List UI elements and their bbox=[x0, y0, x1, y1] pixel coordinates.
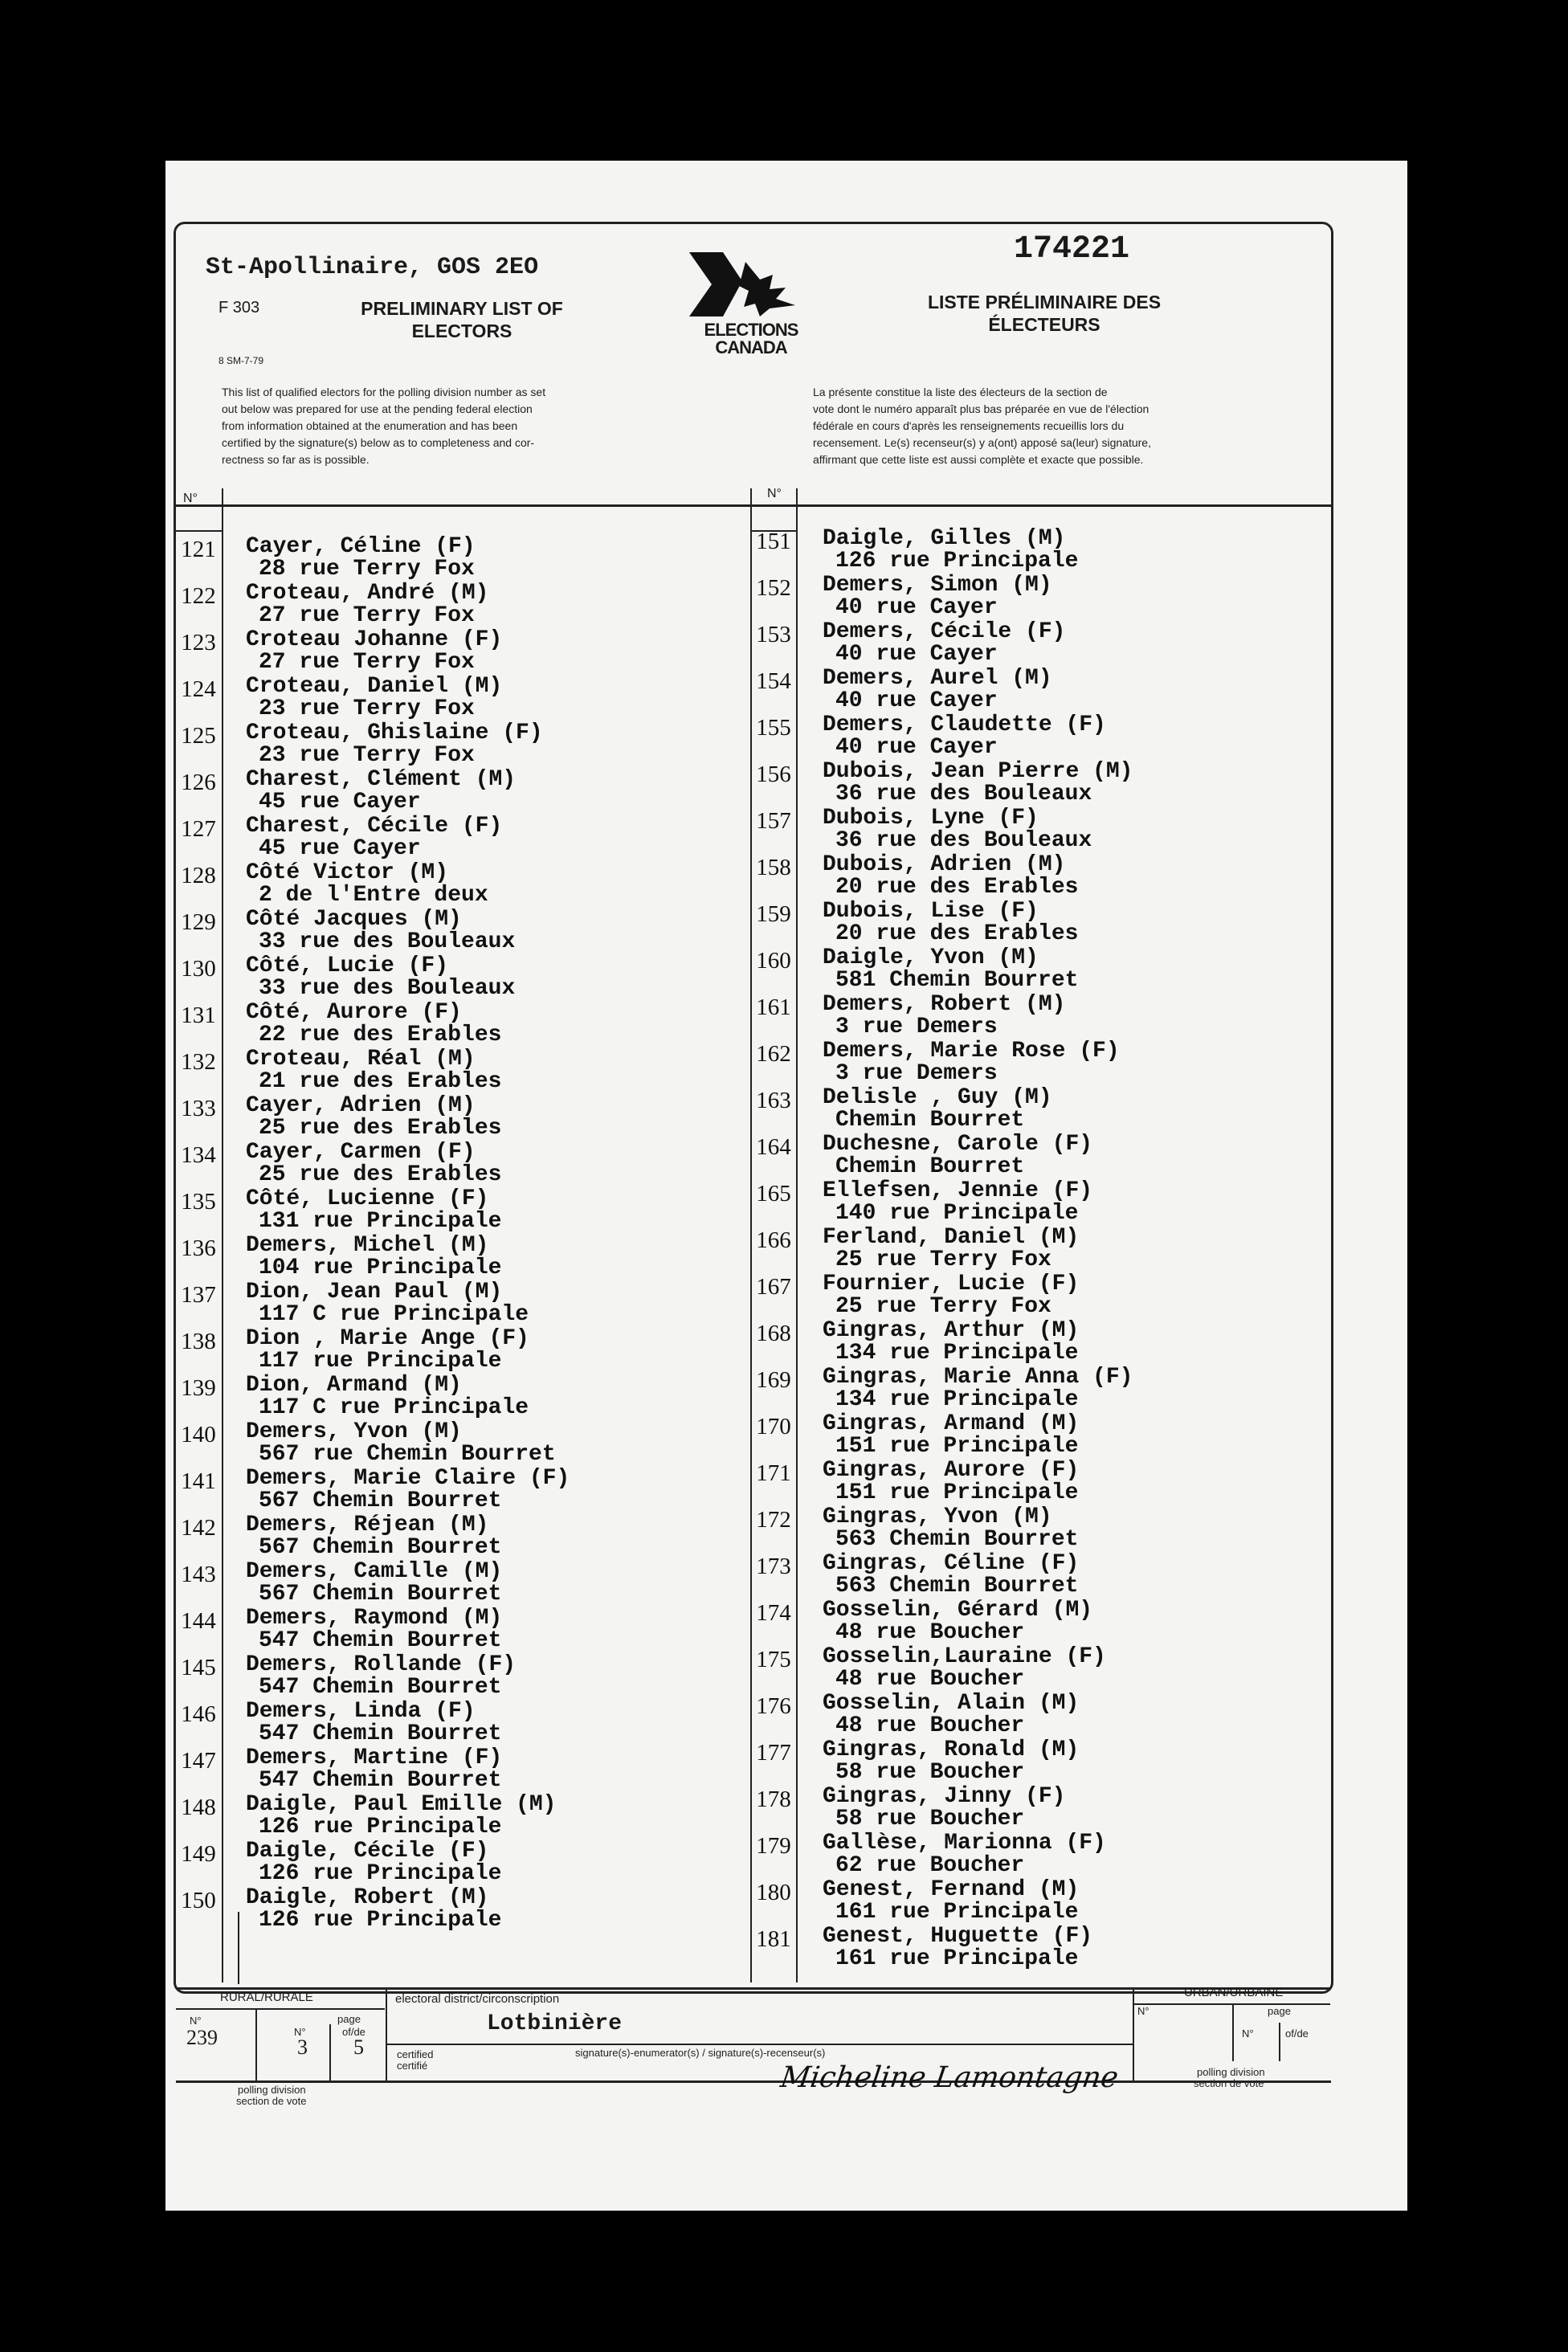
elector-address: 25 rue Terry Fox bbox=[835, 1294, 1051, 1319]
elector-address: 3 rue Demers bbox=[835, 1061, 998, 1086]
elector-address: 33 rue des Bouleaux bbox=[259, 929, 516, 954]
elector-name: Gingras, Yvon (M) bbox=[823, 1505, 1052, 1529]
rural-of-label: of/de bbox=[342, 2026, 365, 2038]
elector-address: 117 C rue Principale bbox=[259, 1395, 529, 1420]
elector-address: 23 rue Terry Fox bbox=[259, 696, 475, 721]
elector-name: Demers, Rollande (F) bbox=[246, 1652, 517, 1677]
table-top-rule bbox=[176, 504, 1331, 507]
district-label: electoral district/circonscription bbox=[395, 1992, 560, 2006]
elector-name: Genest, Huguette (F) bbox=[823, 1924, 1093, 1949]
title-english-2: ELECTORS bbox=[411, 321, 512, 341]
elector-address: 2 de l'Entre deux bbox=[259, 883, 488, 908]
elector-address: 33 rue des Bouleaux bbox=[259, 976, 516, 1001]
entry-number: 140 bbox=[181, 1422, 216, 1448]
elector-address: 126 rue Principale bbox=[259, 1908, 502, 1933]
name-col-divider-left bbox=[238, 1912, 239, 1984]
elector-name: Dubois, Lise (F) bbox=[823, 899, 1039, 924]
elector-address: 40 rue Cayer bbox=[835, 642, 998, 667]
footer-divider-page bbox=[329, 2024, 331, 2080]
elector-address: 117 rue Principale bbox=[259, 1349, 502, 1374]
entry-number: 174 bbox=[756, 1600, 791, 1626]
elector-name: Demers, Michel (M) bbox=[246, 1233, 489, 1258]
elector-name: Dion, Jean Paul (M) bbox=[246, 1280, 503, 1305]
footer-rule-district bbox=[386, 2044, 1133, 2045]
elector-address: 25 rue Terry Fox bbox=[835, 1247, 1051, 1272]
entry-number: 173 bbox=[756, 1554, 791, 1579]
elector-name: Gingras, Aurore (F) bbox=[823, 1458, 1080, 1483]
elector-address: 151 rue Principale bbox=[835, 1480, 1079, 1505]
intro-english-3: from information obtained at the enumeration and has been bbox=[222, 419, 518, 432]
elector-address: 28 rue Terry Fox bbox=[259, 557, 475, 582]
elector-address: 40 rue Cayer bbox=[835, 595, 998, 620]
elector-address: 3 rue Demers bbox=[835, 1015, 998, 1039]
entry-number: 171 bbox=[756, 1460, 791, 1486]
elector-address: 20 rue des Erables bbox=[835, 875, 1079, 900]
entry-number: 169 bbox=[756, 1367, 791, 1393]
elector-address: 126 rue Principale bbox=[259, 1861, 502, 1886]
elector-address: 134 rue Principale bbox=[835, 1341, 1079, 1366]
entry-number: 136 bbox=[181, 1235, 216, 1261]
elector-address: 20 rue des Erables bbox=[835, 921, 1079, 946]
elector-name: Dubois, Lyne (F) bbox=[823, 806, 1039, 831]
entry-number: 151 bbox=[756, 529, 791, 554]
entry-number: 162 bbox=[756, 1041, 791, 1067]
elector-address: 25 rue des Erables bbox=[259, 1162, 502, 1187]
entry-number: 154 bbox=[756, 668, 791, 694]
title-french-2: ÉLECTEURS bbox=[988, 314, 1100, 335]
elector-name: Charest, Clément (M) bbox=[246, 767, 517, 792]
entry-number: 133 bbox=[181, 1096, 216, 1121]
title-french-1: LISTE PRÉLIMINAIRE DES bbox=[927, 292, 1162, 312]
elector-address: 131 rue Principale bbox=[259, 1209, 502, 1234]
rural-page-label: page bbox=[337, 2013, 361, 2025]
elector-name: Charest, Cécile (F) bbox=[246, 814, 503, 839]
intro-french-5: affirmant que cette liste est aussi complète et exacte que possible. bbox=[813, 453, 1144, 466]
footer-divider-polling bbox=[255, 2008, 257, 2080]
entry-number: 179 bbox=[756, 1833, 791, 1859]
certified-label-en: certified bbox=[397, 2048, 434, 2060]
entry-number: 165 bbox=[756, 1181, 791, 1207]
polling-number: 239 bbox=[186, 2026, 218, 2049]
entry-number: 146 bbox=[181, 1701, 216, 1727]
elector-address: 547 Chemin Bourret bbox=[259, 1768, 502, 1793]
entry-number: 164 bbox=[756, 1134, 791, 1160]
elector-address: 161 rue Principale bbox=[835, 1900, 1079, 1925]
logo-text-elections: ELECTIONS bbox=[704, 320, 798, 340]
polling-division-label-fr: section de vote bbox=[236, 2095, 307, 2107]
elector-address: 126 rue Principale bbox=[259, 1815, 502, 1840]
elector-name: Croteau, Daniel (M) bbox=[246, 674, 503, 699]
intro-french-4: recensement. Le(s) recenseur(s) y a(ont) apposé sa(leur) signature, bbox=[813, 436, 1151, 449]
urban-of-label: of/de bbox=[1285, 2027, 1309, 2040]
elector-name: Demers, Marie Claire (F) bbox=[246, 1466, 570, 1491]
entry-number: 167 bbox=[756, 1274, 791, 1300]
elector-name: Côté, Lucie (F) bbox=[246, 953, 449, 978]
entry-number: 176 bbox=[756, 1693, 791, 1719]
elector-address: 563 Chemin Bourret bbox=[835, 1574, 1079, 1599]
elector-address: 567 Chemin Bourret bbox=[259, 1488, 502, 1513]
logo-text-canada: CANADA bbox=[715, 337, 787, 357]
footer-divider-urban-of bbox=[1279, 2023, 1280, 2061]
urban-polling-label-fr: section de vote bbox=[1194, 2077, 1264, 2089]
entry-number: 177 bbox=[756, 1740, 791, 1766]
urban-polling-label-en: polling division bbox=[1197, 2066, 1265, 2078]
elector-name: Delisle , Guy (M) bbox=[823, 1085, 1052, 1110]
elector-address: 58 rue Boucher bbox=[835, 1760, 1025, 1785]
form-date: 8 SM-7-79 bbox=[218, 355, 264, 366]
elector-name: Cayer, Adrien (M) bbox=[246, 1093, 476, 1118]
intro-french-2: vote dont le numéro apparaît plus bas préparée en vue de l'élection bbox=[813, 402, 1149, 415]
elector-address: 62 rue Boucher bbox=[835, 1853, 1025, 1878]
elector-address: 547 Chemin Bourret bbox=[259, 1675, 502, 1700]
elector-name: Daigle, Yvon (M) bbox=[823, 945, 1039, 970]
elector-name: Gingras, Marie Anna (F) bbox=[823, 1365, 1133, 1390]
entry-number: 160 bbox=[756, 948, 791, 974]
elector-address: 567 rue Chemin Bourret bbox=[259, 1442, 556, 1467]
signature-label: signature(s)-enumerator(s) / signature(s)-recenseur(s) bbox=[575, 2047, 826, 2059]
elector-name: Daigle, Cécile (F) bbox=[246, 1839, 489, 1864]
elector-address: 40 rue Cayer bbox=[835, 688, 998, 713]
entry-number: 138 bbox=[181, 1329, 216, 1354]
elector-address: 45 rue Cayer bbox=[259, 790, 421, 815]
entry-number: 150 bbox=[181, 1888, 216, 1913]
entry-number: 145 bbox=[181, 1655, 216, 1680]
entry-number: 163 bbox=[756, 1088, 791, 1113]
elector-address: 117 C rue Principale bbox=[259, 1302, 529, 1327]
entry-number: 131 bbox=[181, 1002, 216, 1028]
elector-name: Gosselin, Gérard (M) bbox=[823, 1598, 1093, 1623]
elector-address: 40 rue Cayer bbox=[835, 735, 998, 760]
elector-name: Demers, Martine (F) bbox=[246, 1746, 503, 1770]
elector-address: 45 rue Cayer bbox=[259, 836, 421, 861]
elector-address: 581 Chemin Bourret bbox=[835, 968, 1079, 993]
entry-number: 156 bbox=[756, 762, 791, 787]
elector-address: 36 rue des Bouleaux bbox=[835, 782, 1092, 806]
elector-name: Demers, Marie Rose (F) bbox=[823, 1039, 1120, 1064]
elector-name: Demers, Robert (M) bbox=[823, 992, 1066, 1017]
elector-name: Cayer, Céline (F) bbox=[246, 534, 476, 559]
elector-name: Cayer, Carmen (F) bbox=[246, 1140, 476, 1165]
intro-english-4: certified by the signature(s) below as to completeness and cor- bbox=[222, 436, 535, 449]
elector-name: Demers, Camille (M) bbox=[246, 1559, 503, 1584]
footer-divider-urban bbox=[1133, 1987, 1134, 2082]
rural-label: RURAL/RURALE bbox=[220, 1991, 313, 2004]
footer-rule-left-mid bbox=[176, 2008, 385, 2010]
elector-name: Dion, Armand (M) bbox=[246, 1373, 462, 1398]
footer-rule-urban bbox=[1133, 2003, 1330, 2005]
elector-name: Genest, Fernand (M) bbox=[823, 1877, 1080, 1902]
elector-name: Demers, Linda (F) bbox=[246, 1699, 476, 1724]
entry-number: 159 bbox=[756, 901, 791, 927]
intro-english-5: rectness so far as is possible. bbox=[222, 453, 370, 466]
elector-name: Dubois, Jean Pierre (M) bbox=[823, 759, 1133, 784]
elector-name: Demers, Cécile (F) bbox=[823, 619, 1066, 644]
elector-address: 151 rue Principale bbox=[835, 1434, 1079, 1459]
elector-address: 126 rue Principale bbox=[835, 549, 1079, 574]
elector-name: Côté Victor (M) bbox=[246, 860, 449, 885]
elector-name: Croteau, Ghislaine (F) bbox=[246, 721, 543, 745]
elector-name: Dubois, Adrien (M) bbox=[823, 852, 1066, 877]
page-of-number: 5 bbox=[353, 2036, 364, 2059]
elector-name: Croteau Johanne (F) bbox=[246, 627, 503, 652]
elector-address: 36 rue des Bouleaux bbox=[835, 828, 1092, 853]
elector-address: 547 Chemin Bourret bbox=[259, 1721, 502, 1746]
elector-address: 140 rue Principale bbox=[835, 1201, 1079, 1226]
entry-number: 148 bbox=[181, 1795, 216, 1820]
enumerator-signature: Micheline Lamontagne bbox=[778, 2061, 1121, 2094]
elector-name: Ferland, Daniel (M) bbox=[823, 1225, 1080, 1250]
entry-number: 172 bbox=[756, 1507, 791, 1533]
elector-name: Gingras, Armand (M) bbox=[823, 1411, 1080, 1436]
elector-name: Gingras, Céline (F) bbox=[823, 1551, 1080, 1576]
elector-name: Demers, Réjean (M) bbox=[246, 1513, 489, 1537]
entry-number: 132 bbox=[181, 1049, 216, 1075]
rural-no-label: N° bbox=[190, 2015, 202, 2027]
elector-name: Gosselin, Alain (M) bbox=[823, 1691, 1080, 1716]
entry-number: 181 bbox=[756, 1926, 791, 1952]
footer-rule-bottom bbox=[176, 2080, 1331, 2083]
entry-number: 166 bbox=[756, 1227, 791, 1253]
location-line: St-Apollinaire, GOS 2EO bbox=[206, 254, 539, 281]
intro-english-2: out below was prepared for use at the pending federal election bbox=[222, 402, 533, 415]
elector-address: 22 rue des Erables bbox=[259, 1023, 502, 1047]
serial-number: 174221 bbox=[1014, 231, 1130, 267]
elector-name: Côté Jacques (M) bbox=[246, 907, 462, 932]
elector-name: Daigle, Gilles (M) bbox=[823, 526, 1066, 551]
elector-name: Demers, Simon (M) bbox=[823, 573, 1052, 598]
intro-french-1: La présente constitue la liste des électeurs de la section de bbox=[813, 386, 1108, 398]
elector-name: Demers, Yvon (M) bbox=[246, 1419, 462, 1444]
entry-number: 123 bbox=[181, 630, 216, 655]
elector-name: Gallèse, Marionna (F) bbox=[823, 1831, 1106, 1856]
elector-address: 27 rue Terry Fox bbox=[259, 603, 475, 628]
entry-number: 178 bbox=[756, 1786, 791, 1812]
elector-address: 161 rue Principale bbox=[835, 1946, 1079, 1971]
elector-name: Daigle, Paul Emille (M) bbox=[246, 1792, 557, 1817]
certified-label-fr: certifié bbox=[397, 2060, 428, 2072]
elector-name: Croteau, Réal (M) bbox=[246, 1047, 476, 1072]
elector-name: Gingras, Ronald (M) bbox=[823, 1737, 1080, 1762]
elector-address: 547 Chemin Bourret bbox=[259, 1628, 502, 1653]
title-english-1: PRELIMINARY LIST OF bbox=[361, 298, 563, 319]
entry-number: 143 bbox=[181, 1562, 216, 1587]
header-rule-left bbox=[176, 530, 223, 532]
elections-canada-logo-icon bbox=[683, 247, 819, 321]
elector-address: 134 rue Principale bbox=[835, 1387, 1079, 1412]
footer-top-rule bbox=[176, 1987, 1331, 1990]
entry-number: 175 bbox=[756, 1647, 791, 1672]
footer-divider-rural bbox=[386, 1987, 387, 2082]
entry-number: 147 bbox=[181, 1748, 216, 1774]
page-number: 3 bbox=[297, 2036, 308, 2059]
urban-no-label: N° bbox=[1137, 2005, 1149, 2017]
rural-page-no-label: N° bbox=[294, 2026, 306, 2038]
entry-number: 129 bbox=[181, 909, 216, 935]
entry-number: 137 bbox=[181, 1282, 216, 1308]
elector-name: Fournier, Lucie (F) bbox=[823, 1272, 1080, 1296]
column-header-left: N° bbox=[183, 492, 198, 505]
elector-address: Chemin Bourret bbox=[835, 1108, 1025, 1133]
elector-name: Demers, Aurel (M) bbox=[823, 666, 1052, 691]
entry-number: 121 bbox=[181, 537, 216, 562]
entry-number: 127 bbox=[181, 816, 216, 842]
elector-name: Gosselin,Lauraine (F) bbox=[823, 1644, 1106, 1669]
entry-number: 134 bbox=[181, 1142, 216, 1168]
polling-division-label-en: polling division bbox=[238, 2084, 306, 2096]
elector-name: Dion , Marie Ange (F) bbox=[246, 1326, 529, 1351]
urban-page-label: page bbox=[1268, 2005, 1291, 2017]
elector-name: Demers, Raymond (M) bbox=[246, 1606, 503, 1631]
entry-number: 170 bbox=[756, 1414, 791, 1439]
elector-name: Côté, Lucienne (F) bbox=[246, 1186, 489, 1211]
elector-address: 48 rue Boucher bbox=[835, 1620, 1025, 1645]
entry-number: 152 bbox=[756, 575, 791, 601]
entry-number: 168 bbox=[756, 1321, 791, 1346]
elector-name: Gingras, Arthur (M) bbox=[823, 1318, 1080, 1343]
entry-number: 155 bbox=[756, 715, 791, 741]
entry-number: 122 bbox=[181, 583, 216, 609]
entry-number: 141 bbox=[181, 1468, 216, 1494]
entry-number: 149 bbox=[181, 1841, 216, 1867]
elector-address: 58 rue Boucher bbox=[835, 1807, 1025, 1831]
entry-number: 128 bbox=[181, 863, 216, 888]
intro-french-3: fédérale en cours d'après les renseignements recueillis lors du bbox=[813, 419, 1125, 432]
elector-address: 104 rue Principale bbox=[259, 1256, 502, 1280]
urban-page-no-label: N° bbox=[1242, 2027, 1254, 2040]
elector-name: Croteau, André (M) bbox=[246, 581, 489, 606]
form-number: F 303 bbox=[218, 299, 260, 316]
entry-number: 157 bbox=[756, 808, 791, 834]
elector-address: 48 rue Boucher bbox=[835, 1667, 1025, 1692]
entry-number: 161 bbox=[756, 994, 791, 1020]
intro-english-1: This list of qualified electors for the polling division number as set bbox=[222, 386, 546, 398]
elector-address: 567 Chemin Bourret bbox=[259, 1582, 502, 1607]
elector-address: 25 rue des Erables bbox=[259, 1116, 502, 1141]
entry-number: 126 bbox=[181, 770, 216, 795]
entry-number: 158 bbox=[756, 855, 791, 880]
elector-address: 48 rue Boucher bbox=[835, 1713, 1025, 1738]
elector-name: Côté, Aurore (F) bbox=[246, 1000, 462, 1025]
entry-number: 124 bbox=[181, 676, 216, 702]
elector-address: 23 rue Terry Fox bbox=[259, 743, 475, 768]
entry-number: 135 bbox=[181, 1189, 216, 1215]
elector-address: 567 Chemin Bourret bbox=[259, 1535, 502, 1560]
elector-address: 27 rue Terry Fox bbox=[259, 650, 475, 675]
elector-name: Duchesne, Carole (F) bbox=[823, 1132, 1093, 1157]
elector-name: Daigle, Robert (M) bbox=[246, 1885, 489, 1910]
elector-name: Gingras, Jinny (F) bbox=[823, 1784, 1066, 1809]
entry-number: 153 bbox=[756, 622, 791, 647]
elector-address: 21 rue des Erables bbox=[259, 1069, 502, 1094]
entry-number: 130 bbox=[181, 956, 216, 982]
entry-number: 144 bbox=[181, 1608, 216, 1634]
elector-name: Demers, Claudette (F) bbox=[823, 713, 1106, 737]
entry-number: 139 bbox=[181, 1375, 216, 1401]
entry-number: 180 bbox=[756, 1880, 791, 1905]
entry-number: 142 bbox=[181, 1515, 216, 1541]
urban-label: URBAN/URBAINE bbox=[1184, 1986, 1284, 1999]
elector-address: Chemin Bourret bbox=[835, 1154, 1025, 1179]
footer-divider-urban-page bbox=[1232, 2005, 1234, 2061]
elector-name: Ellefsen, Jennie (F) bbox=[823, 1178, 1093, 1203]
column-header-right: N° bbox=[767, 487, 782, 500]
elector-address: 563 Chemin Bourret bbox=[835, 1527, 1079, 1552]
district-name: Lotbinière bbox=[487, 2011, 623, 2036]
entry-number: 125 bbox=[181, 723, 216, 749]
